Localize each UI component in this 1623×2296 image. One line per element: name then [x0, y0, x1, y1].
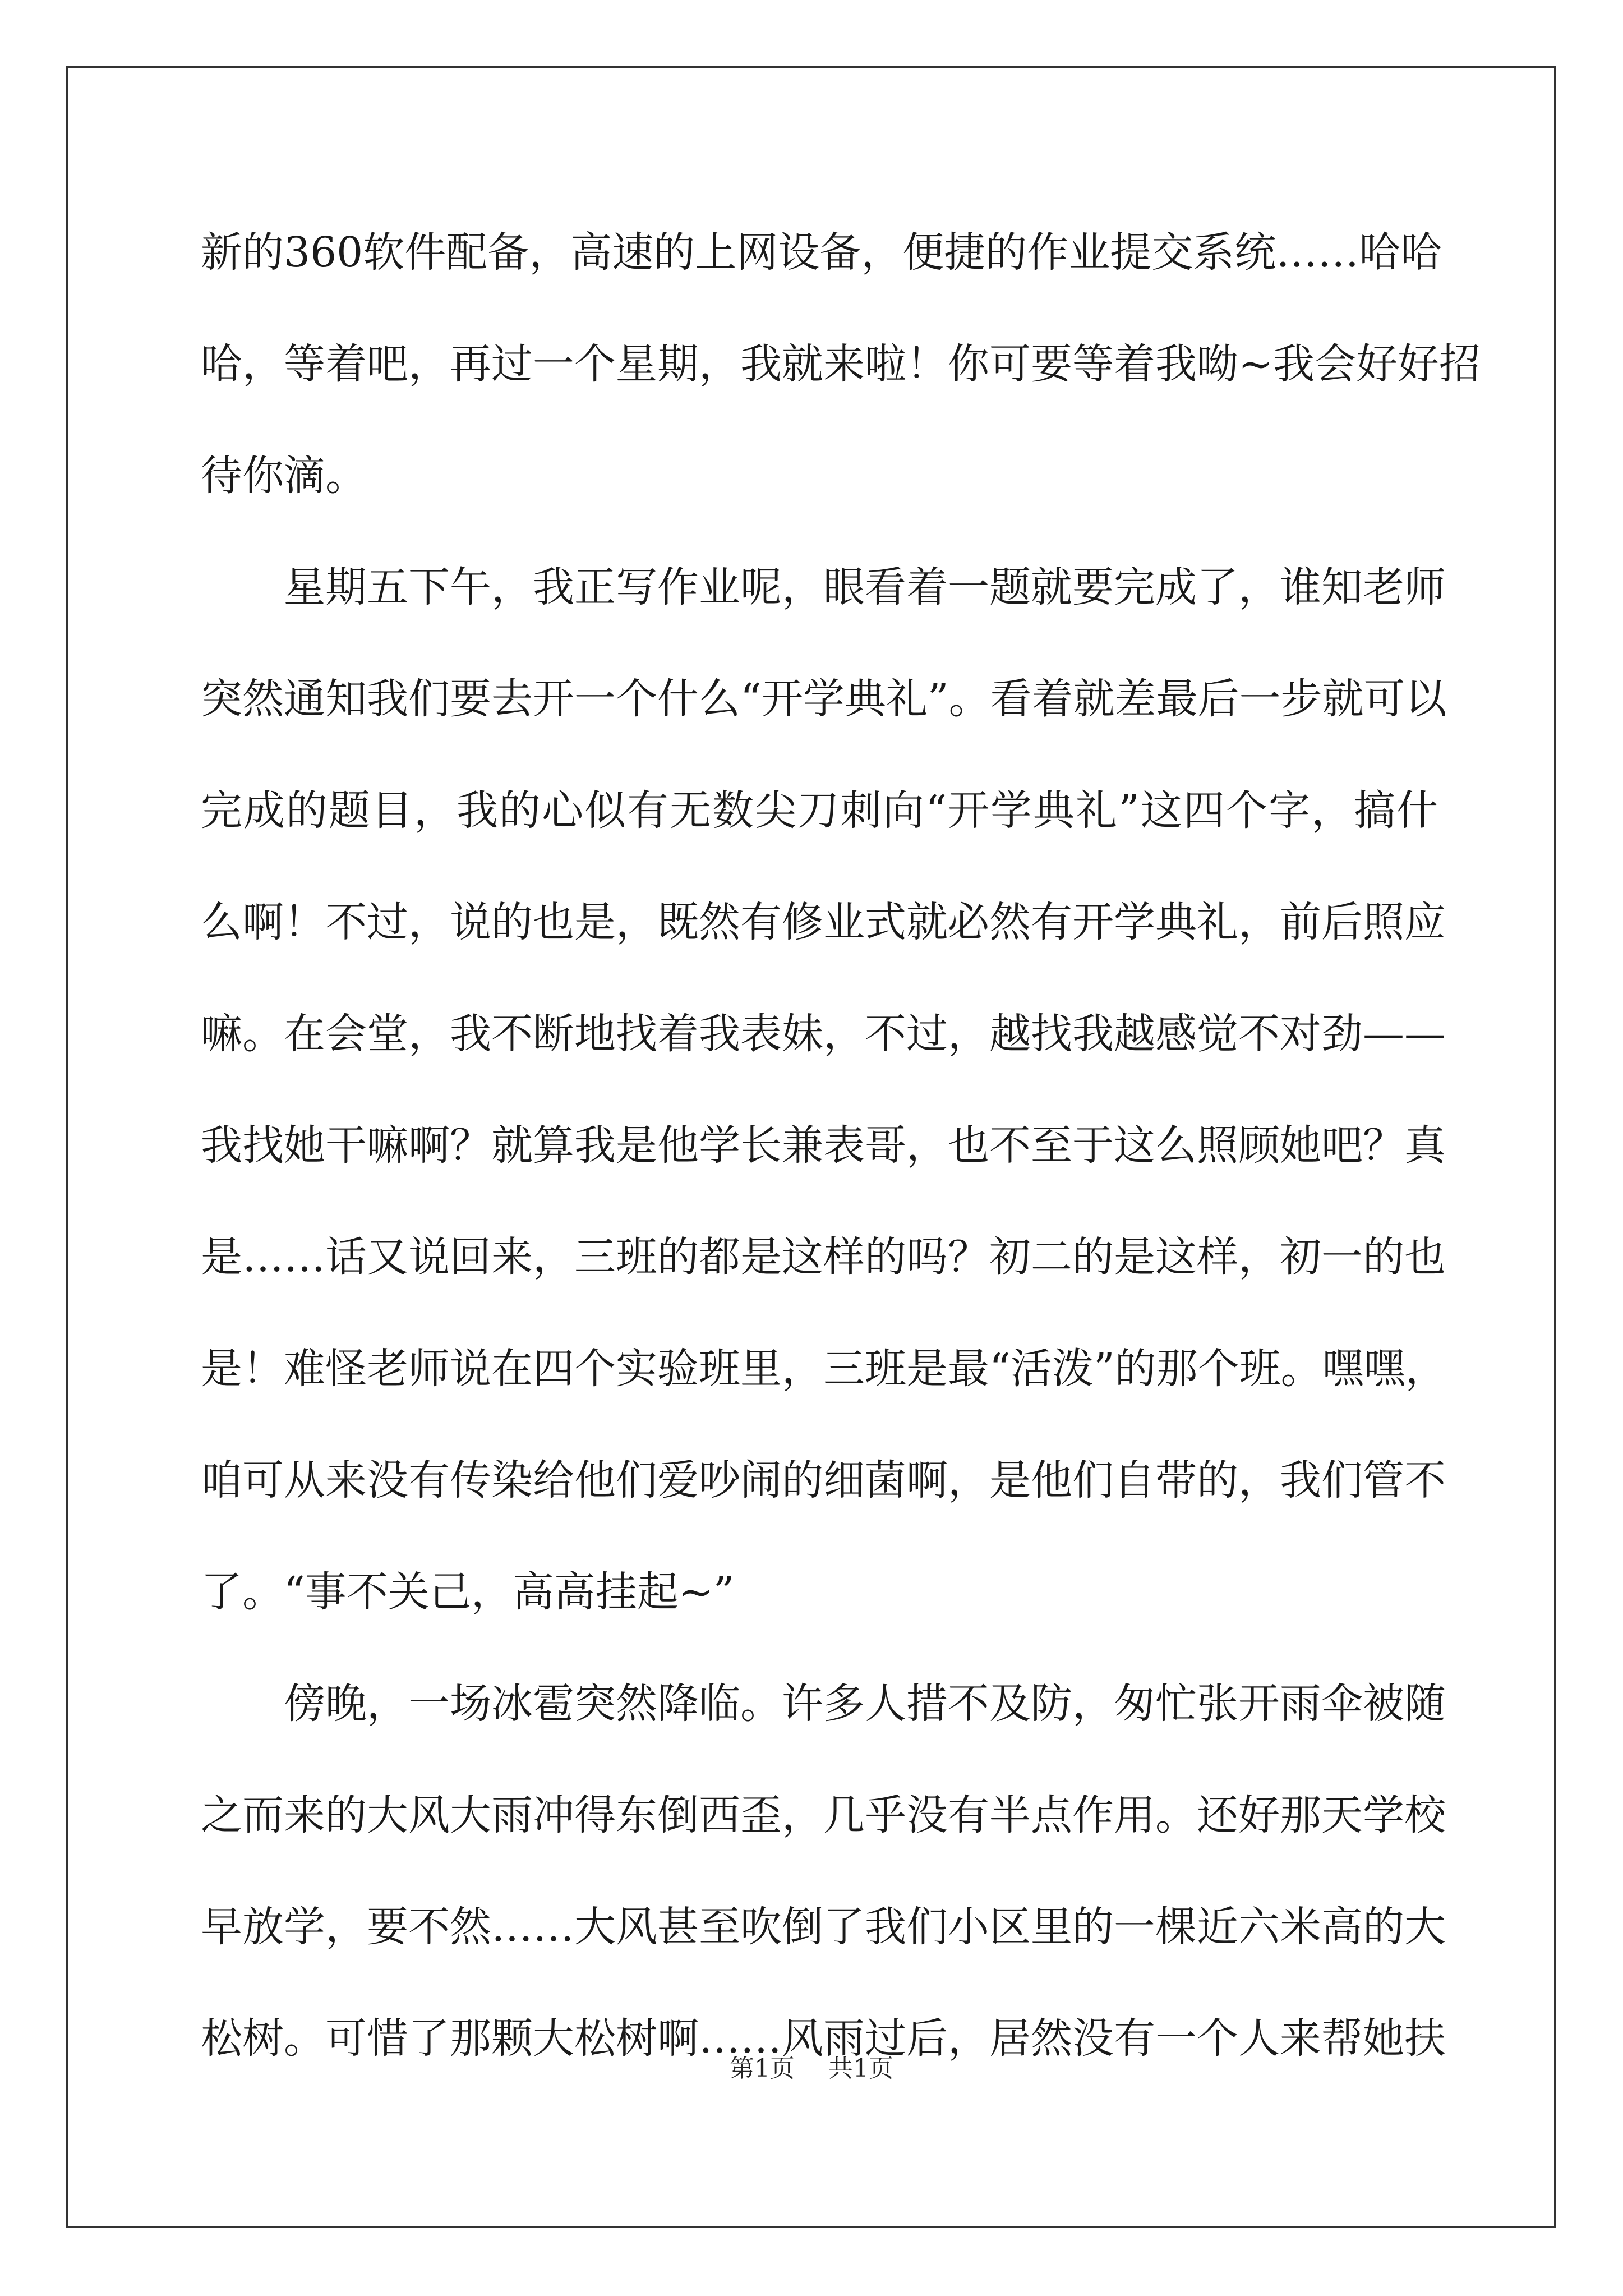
text-line: 新的360软件配备，高速的上网设备，便捷的作业提交系统……哈哈: [201, 228, 1442, 277]
text-line: 松树。可惜了那颗大松树啊……风雨过后，居然没有一个人来帮她扶: [201, 2014, 1446, 2063]
text-line: 嘛。在会堂，我不断地找着我表妹，不过，越找我越感觉不对劲——: [201, 1010, 1446, 1058]
text-line: 了。“事不关己，高高挂起~”: [201, 1568, 735, 1616]
page-footer: [0, 2052, 1623, 2086]
text-line: 完成的题目，我的心似有无数尖刀刺向“开学典礼”这四个字，搞什: [201, 786, 1438, 835]
page-total: 共1页: [828, 2054, 893, 2083]
text-line: 傍晚，一场冰雹突然降临。许多人措不及防，匆忙张开雨伞被随: [284, 1680, 1446, 1728]
text-line: 是！难怪老师说在四个实验班里，三班是最“活泼”的那个班。嘿嘿，: [201, 1345, 1447, 1393]
text-line: 我找她干嘛啊？就算我是他学长兼表哥，也不至于这么照顾她吧？真: [201, 1121, 1446, 1170]
document-body: [201, 216, 1481, 2114]
text-line: 咱可从来没有传染给他们爱吵闹的细菌啊，是他们自带的，我们管不: [201, 1456, 1446, 1504]
text-line: 星期五下午，我正写作业呢，眼看着一题就要完成了，谁知老师: [284, 563, 1446, 611]
text-line: 早放学，要不然……大风甚至吹倒了我们小区里的一棵近六米高的大: [201, 1903, 1446, 1951]
page-number: 第1页: [730, 2054, 795, 2083]
text-line: 哈，等着吧，再过一个星期，我就来啦！你可要等着我呦~我会好好招: [201, 340, 1481, 388]
text-line: 之而来的大风大雨冲得东倒西歪，几乎没有半点作用。还好那天学校: [201, 1791, 1446, 1839]
text-line: 是……话又说回来，三班的都是这样的吗？初二的是这样，初一的也: [201, 1233, 1446, 1281]
text-line: 突然通知我们要去开一个什么“开学典礼”。看着就差最后一步就可以: [201, 675, 1447, 723]
text-line: 么啊！不过，说的也是，既然有修业式就必然有开学典礼，前后照应: [201, 898, 1446, 946]
text-line: 待你滴。: [201, 452, 367, 500]
